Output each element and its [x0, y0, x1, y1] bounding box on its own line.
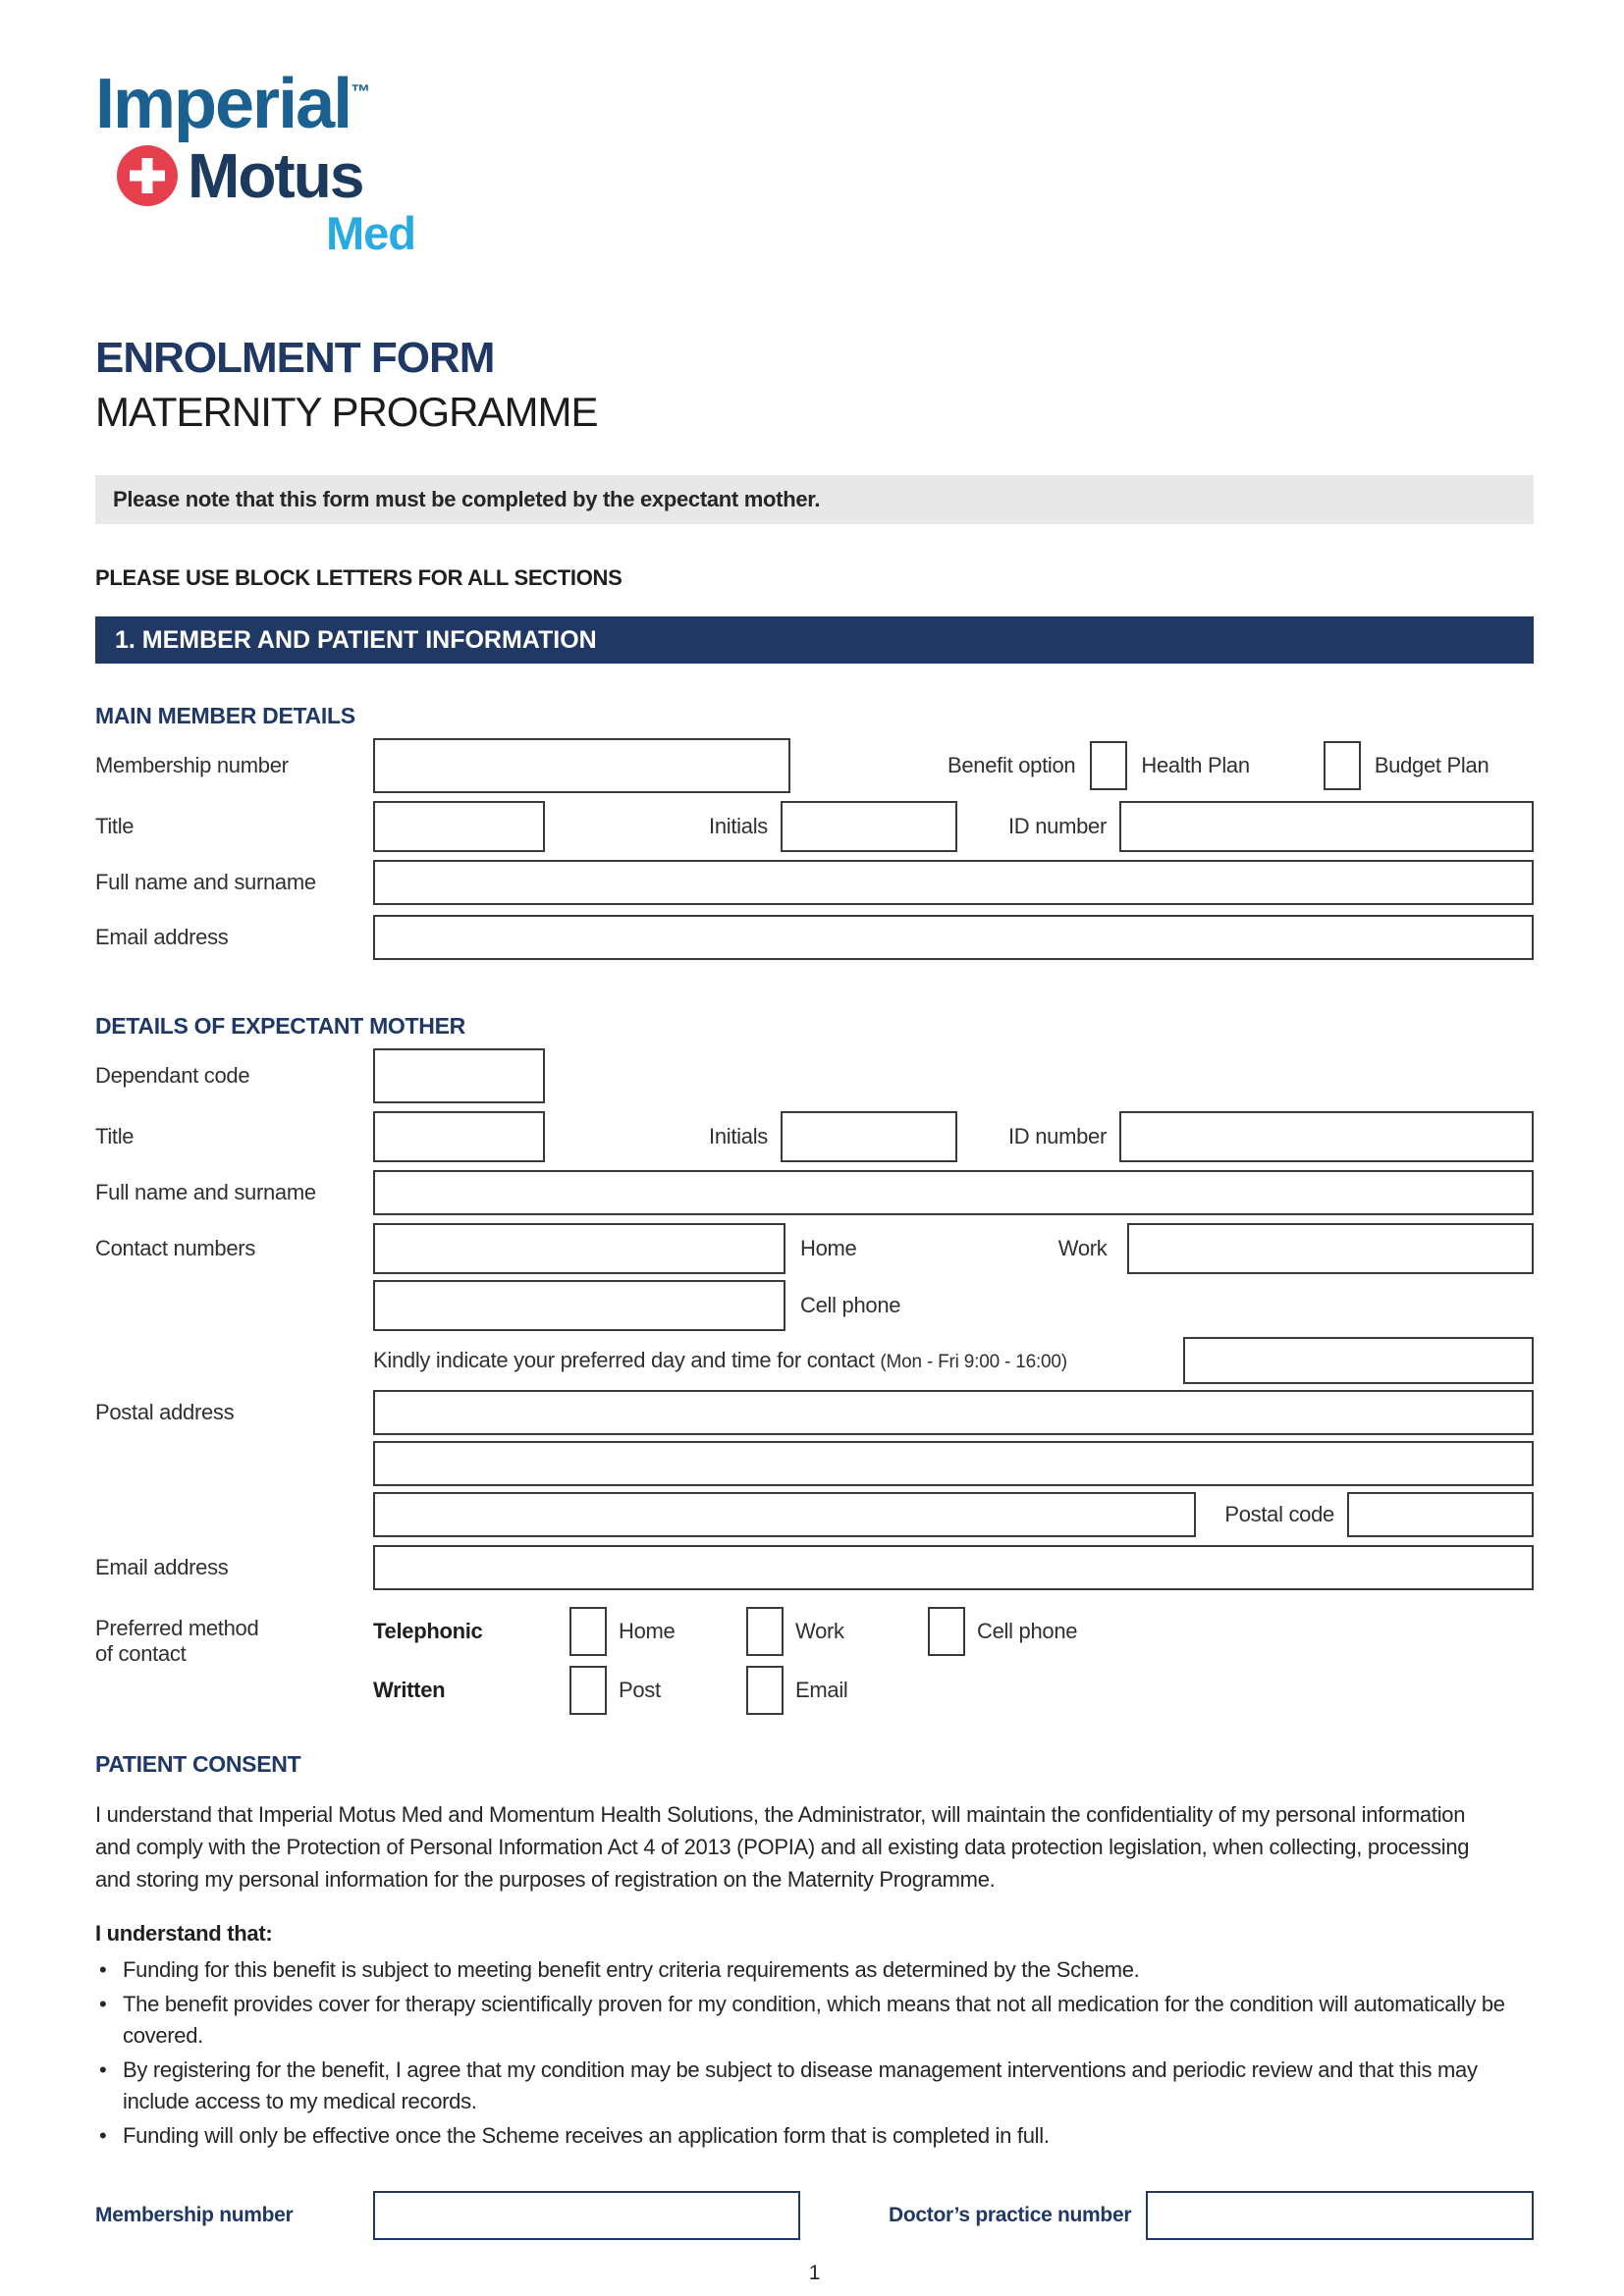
contact-work-field[interactable] [1127, 1223, 1535, 1274]
preferred-method-line2: of contact [95, 1641, 187, 1666]
postal-address-block [95, 1390, 1534, 1537]
postal-address-line2-field[interactable] [373, 1441, 1534, 1486]
preferred-time-label [373, 1348, 1067, 1373]
cell-phone-row [95, 1280, 1534, 1331]
written-row [373, 1665, 1534, 1716]
main-member-heading: MAIN MEMBER DETAILS [95, 703, 355, 728]
health-plan-label: Health Plan [1141, 753, 1250, 777]
telephonic-row [373, 1606, 1534, 1657]
postal-line1-row [373, 1390, 1534, 1435]
imperial-motus-med-logo [95, 65, 1534, 259]
section-1-header: 1. MEMBER AND PATIENT INFORMATION [95, 616, 1534, 664]
written-post-label: Post [619, 1678, 661, 1702]
telephonic-work-checkbox[interactable] [746, 1607, 784, 1656]
dependant-code-label: Dependant code [95, 1063, 250, 1088]
footer-membership-number-label: Membership number [95, 2204, 294, 2226]
dependant-code-field[interactable] [373, 1048, 545, 1103]
member-full-name-row [95, 860, 1534, 905]
cell-phone-label: Cell phone [800, 1293, 901, 1317]
consent-bullet-1: • Funding for this benefit is subject to meeting benefit entry criteria requirements as determined by the Scheme. [95, 1954, 1514, 1986]
mother-initials-field[interactable] [781, 1111, 957, 1162]
logo-trademark: ™ [351, 81, 371, 103]
understand-heading: I understand that: [95, 1921, 273, 1946]
written-email-label: Email [795, 1678, 848, 1702]
mother-full-name-row [95, 1170, 1534, 1215]
member-id-number-label: ID number [1007, 814, 1107, 838]
mother-full-name-field[interactable] [373, 1170, 1534, 1215]
member-initials-label: Initials [709, 814, 768, 838]
health-plan-checkbox[interactable] [1090, 741, 1127, 790]
consent-bullet-3: • By registering for the benefit, I agree that my condition may be subject to disease management interventions and periodic review and that this may include access to my medical records. [95, 2055, 1514, 2117]
logo-line-imperial [95, 65, 1534, 143]
preferred-time-hours: (Mon - Fri 9:00 - 16:00) [880, 1352, 1067, 1372]
preferred-time-row [95, 1337, 1534, 1384]
member-title-label: Title [95, 814, 135, 838]
telephonic-work-label: Work [795, 1619, 844, 1643]
telephonic-label: Telephonic [373, 1619, 483, 1643]
postal-code-label: Postal code [1224, 1502, 1334, 1526]
postal-line2-row [373, 1441, 1534, 1486]
member-full-name-field[interactable] [373, 860, 1534, 905]
mother-email-label: Email address [95, 1555, 229, 1579]
footer-fields-row [95, 2191, 1534, 2240]
membership-number-field[interactable] [373, 738, 790, 793]
block-letters-instruction: PLEASE USE BLOCK LETTERS FOR ALL SECTIONS [95, 565, 623, 590]
postal-address-line3-field[interactable] [373, 1492, 1196, 1537]
telephonic-home-label: Home [619, 1619, 676, 1643]
contact-numbers-row [95, 1223, 1534, 1274]
contact-work-label: Work [1057, 1236, 1108, 1260]
member-full-name-label: Full name and surname [95, 870, 316, 894]
preferred-method-label [95, 1606, 373, 1667]
logo-line-med [95, 207, 1534, 259]
consent-bullet-2: • The benefit provides cover for therapy scientifically proven for my condition, which means that not all medication for the condition will automatically be covered. [95, 1989, 1514, 2052]
mother-title-field[interactable] [373, 1111, 545, 1162]
form-title: ENROLMENT FORM [95, 334, 495, 382]
mother-title-row [95, 1111, 1534, 1162]
expectant-mother-heading: DETAILS OF EXPECTANT MOTHER [95, 1013, 465, 1039]
mother-email-field[interactable] [373, 1545, 1534, 1590]
telephonic-home-checkbox[interactable] [569, 1607, 607, 1656]
postal-address-stack [373, 1390, 1534, 1537]
consent-paragraph: I understand that Imperial Motus Med and Momentum Health Solutions, the Administrator, will maintain the confidentiality of my personal information and comply with the Protection of Personal Information Act 4 of 2013 (POPIA) and all existing data protection legislation, when collecting, processing and storing my personal information for the purposes of registration on the Maternity Programme. [95, 1802, 1470, 1892]
mother-full-name-label: Full name and surname [95, 1180, 316, 1204]
preferred-method-block [95, 1606, 1534, 1724]
logo-med-text: Med [326, 207, 415, 259]
logo-line-motus [95, 140, 1534, 211]
patient-consent-heading: PATIENT CONSENT [95, 1751, 301, 1777]
contact-cell-field[interactable] [373, 1280, 785, 1331]
mother-title-label: Title [95, 1124, 135, 1148]
member-id-number-field[interactable] [1119, 801, 1534, 852]
mother-id-number-field[interactable] [1119, 1111, 1534, 1162]
telephonic-cell-checkbox[interactable] [928, 1607, 965, 1656]
footer-membership-number-field[interactable] [373, 2191, 800, 2240]
mother-email-row [95, 1545, 1534, 1590]
member-email-label: Email address [95, 925, 229, 949]
postal-address-label: Postal address [95, 1400, 235, 1424]
preferred-method-rows [373, 1606, 1534, 1724]
contact-home-label: Home [800, 1236, 857, 1260]
preferred-time-field[interactable] [1183, 1337, 1534, 1384]
logo-motus-text: Motus [188, 140, 363, 211]
member-title-row [95, 801, 1534, 852]
postal-address-line1-field[interactable] [373, 1390, 1534, 1435]
preferred-time-text: Kindly indicate your preferred day and time for contact [373, 1348, 881, 1372]
membership-number-label: Membership number [95, 753, 289, 777]
logo-imperial-text: Imperial [95, 65, 352, 143]
written-label: Written [373, 1678, 446, 1702]
budget-plan-checkbox[interactable] [1324, 741, 1361, 790]
dependant-code-row [95, 1048, 1534, 1103]
written-email-checkbox[interactable] [746, 1666, 784, 1715]
postal-line3-row [373, 1492, 1534, 1537]
consent-bullet-list [95, 1954, 1514, 2152]
postal-code-field[interactable] [1347, 1492, 1534, 1537]
member-title-field[interactable] [373, 801, 545, 852]
telephonic-cell-label: Cell phone [977, 1619, 1078, 1643]
contact-home-field[interactable] [373, 1223, 785, 1274]
consent-bullet-4: • Funding will only be effective once the Scheme receives an application form that is completed in full. [95, 2120, 1514, 2152]
medical-cross-icon [117, 145, 178, 206]
doctors-practice-number-field[interactable] [1146, 2191, 1534, 2240]
notice-bar: Please note that this form must be completed by the expectant mother. [95, 475, 1534, 524]
form-subtitle: MATERNITY PROGRAMME [95, 389, 598, 435]
mother-id-number-label: ID number [1007, 1124, 1107, 1148]
mother-initials-label: Initials [709, 1124, 768, 1148]
preferred-method-line1: Preferred method [95, 1616, 259, 1640]
member-email-field[interactable] [373, 915, 1534, 960]
membership-number-row [95, 738, 1534, 793]
member-email-row [95, 915, 1534, 960]
budget-plan-label: Budget Plan [1374, 753, 1489, 777]
written-post-checkbox[interactable] [569, 1666, 607, 1715]
doctors-practice-number-label: Doctor’s practice number [889, 2204, 1132, 2226]
member-initials-field[interactable] [781, 801, 957, 852]
page-number: 1 [808, 2262, 821, 2284]
contact-numbers-label: Contact numbers [95, 1236, 256, 1260]
benefit-option-label: Benefit option [947, 753, 1076, 777]
